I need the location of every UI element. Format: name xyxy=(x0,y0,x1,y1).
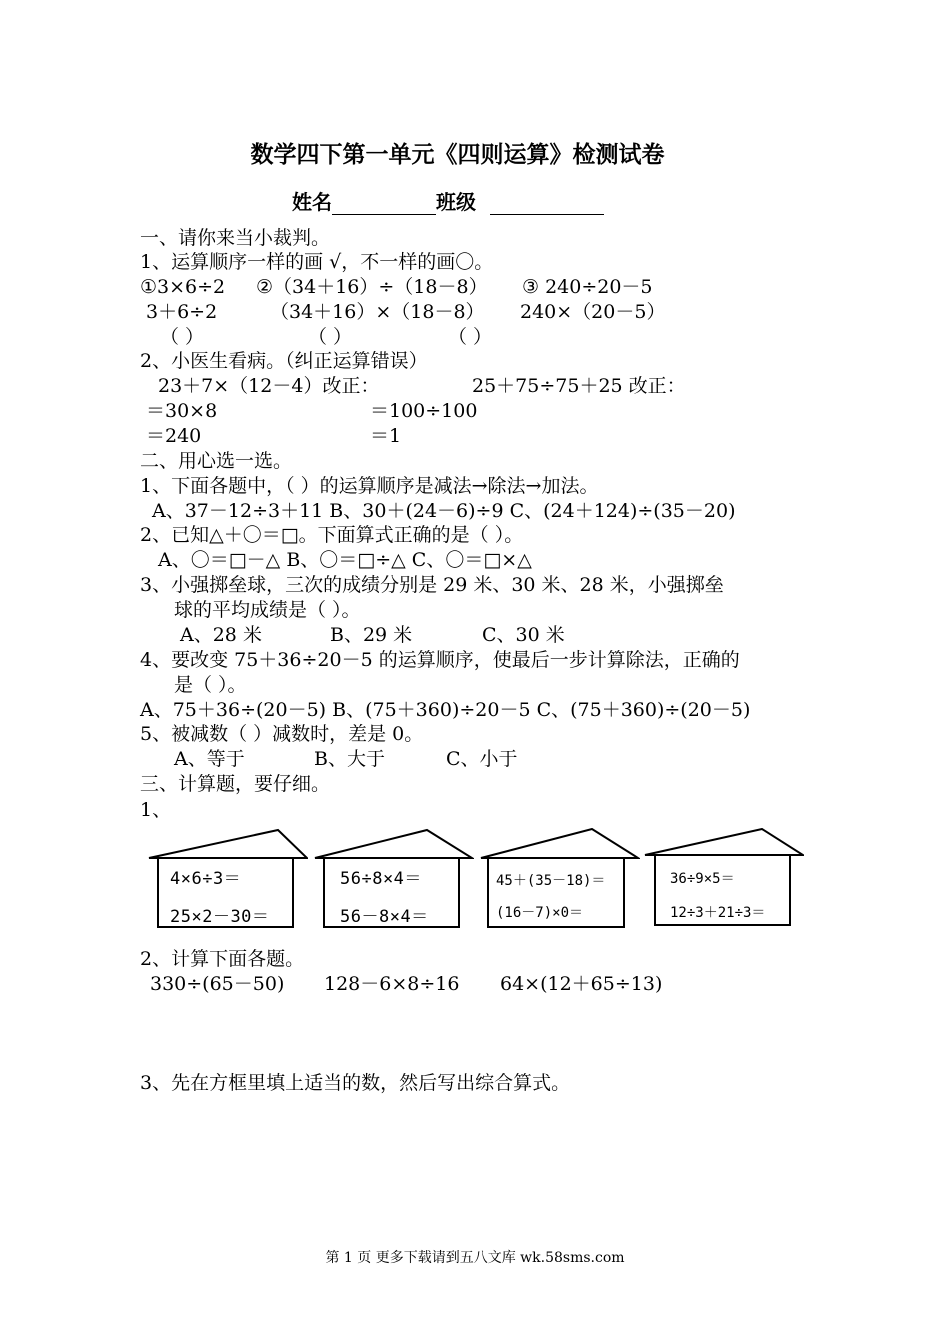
s2-q5: 5、被减数（ ）减数时，差是 0。 xyxy=(140,723,424,745)
s2-q3-opt-b: B、29 米 xyxy=(330,624,413,646)
answer-paren-1[interactable]: （ ） xyxy=(160,326,205,348)
s2-q3-opt-c: C、30 米 xyxy=(482,624,565,646)
page-title: 数学四下第一单元《四则运算》检测试卷 xyxy=(250,142,665,168)
house-1-expr-1: 4×6÷3＝ xyxy=(170,869,242,889)
name-label: 姓名 xyxy=(292,190,332,214)
s2-q2: 2、已知△＋〇＝□。下面算式正确的是（ ）。 xyxy=(140,524,524,546)
s1-q1: 1、运算顺序一样的画 √，不一样的画〇。 xyxy=(140,251,494,273)
s1-q2-a-line2: ＝30×8 xyxy=(146,400,218,422)
s1-q2-b-line3: ＝1 xyxy=(370,425,402,447)
s2-q2-options: A、〇＝□－△ B、〇＝□÷△ C、〇＝□×△ xyxy=(158,549,532,571)
s2-q3-opt-a: A、28 米 xyxy=(180,624,262,646)
house-1-expr-2: 25×2－30＝ xyxy=(170,907,270,927)
house-3-expr-2: (16－7)×0＝ xyxy=(496,905,584,921)
house-3-expr-1: 45＋(35－18)＝ xyxy=(496,873,606,889)
s1-q2-b-line1: 25＋75÷75＋25 改正： xyxy=(472,375,686,397)
class-label: 班级 xyxy=(436,190,476,214)
s1-q1-row2-b: （34＋16）×（18－8） xyxy=(270,301,485,323)
s1-q1-row1-c: ③ 240÷20－5 xyxy=(522,276,653,298)
name-blank[interactable] xyxy=(332,194,436,215)
section2-heading: 二、用心选一选。 xyxy=(140,450,293,472)
s1-q1-row2-c: 240×（20－5） xyxy=(520,301,666,323)
s3-q2-item-1: 330÷(65－50) xyxy=(150,973,285,995)
house-4-expr-2: 12÷3＋21÷3＝ xyxy=(670,905,766,921)
house-problem-2 xyxy=(314,828,474,928)
s3-q3: 3、先在方框里填上适当的数，然后写出综合算式。 xyxy=(140,1072,571,1094)
s2-q1-options: A、37－12÷3＋11 B、30＋(24－6)÷9 C、(24＋124)÷(35－20) xyxy=(152,500,736,522)
s2-q4-line1: 4、要改变 75＋36÷20－5 的运算顺序，使最后一步计算除法，正确的 xyxy=(140,649,740,671)
s2-q5-opt-b: B、大于 xyxy=(314,748,385,770)
s2-q4-options: A、75＋36÷(20－5) B、(75＋360)÷20－5 C、(75＋360)÷(20－5) xyxy=(140,699,751,721)
s1-q1-row1-b: ②（34＋16）÷（18－8） xyxy=(256,276,488,298)
s2-q1: 1、下面各题中，（ ）的运算顺序是减法→除法→加法。 xyxy=(140,475,599,497)
class-blank[interactable] xyxy=(490,194,604,215)
s2-q3-line2: 球的平均成绩是（ ）。 xyxy=(174,599,361,621)
section1-heading: 一、请你来当小裁判。 xyxy=(140,227,331,249)
answer-paren-3[interactable]: （ ） xyxy=(448,326,493,348)
house-problem-3 xyxy=(480,828,640,928)
house-2-expr-2: 56－8×4＝ xyxy=(340,907,429,927)
section3-heading: 三、计算题，要仔细。 xyxy=(140,773,331,795)
s1-q2-a-line3: ＝240 xyxy=(146,425,202,447)
s1-q1-row1-a: ①3×6÷2 xyxy=(140,276,226,298)
answer-paren-2[interactable]: （ ） xyxy=(308,326,353,348)
house-4-expr-1: 36÷9×5＝ xyxy=(670,871,735,887)
s3-q2-item-3: 64×(12＋65÷13) xyxy=(500,973,663,995)
s1-q2-a-line1: 23＋7×（12－4）改正： xyxy=(158,375,380,397)
s2-q5-opt-a: A、等于 xyxy=(174,748,245,770)
s2-q4-line2: 是（ ）。 xyxy=(174,674,247,696)
name-class-line xyxy=(292,186,604,215)
s2-q5-opt-c: C、小于 xyxy=(446,748,518,770)
house-problem-1 xyxy=(148,828,308,928)
s2-q3-line1: 3、小强掷垒球，三次的成绩分别是 29 米、30 米、28 米，小强掷垒 xyxy=(140,574,724,596)
house-problem-4 xyxy=(644,828,804,928)
house-2-expr-1: 56÷8×4＝ xyxy=(340,869,422,889)
s1-q2: 2、小医生看病。（纠正运算错误） xyxy=(140,350,428,372)
s3-q1: 1、 xyxy=(140,799,172,821)
s3-q2: 2、计算下面各题。 xyxy=(140,948,305,970)
page-footer: 第 1 页 更多下载请到五八文库 wk.58sms.com xyxy=(325,1250,625,1266)
s1-q2-b-line2: ＝100÷100 xyxy=(370,400,478,422)
s1-q1-row2-a: 3＋6÷2 xyxy=(146,301,218,323)
s3-q2-item-2: 128－6×8÷16 xyxy=(324,973,460,995)
